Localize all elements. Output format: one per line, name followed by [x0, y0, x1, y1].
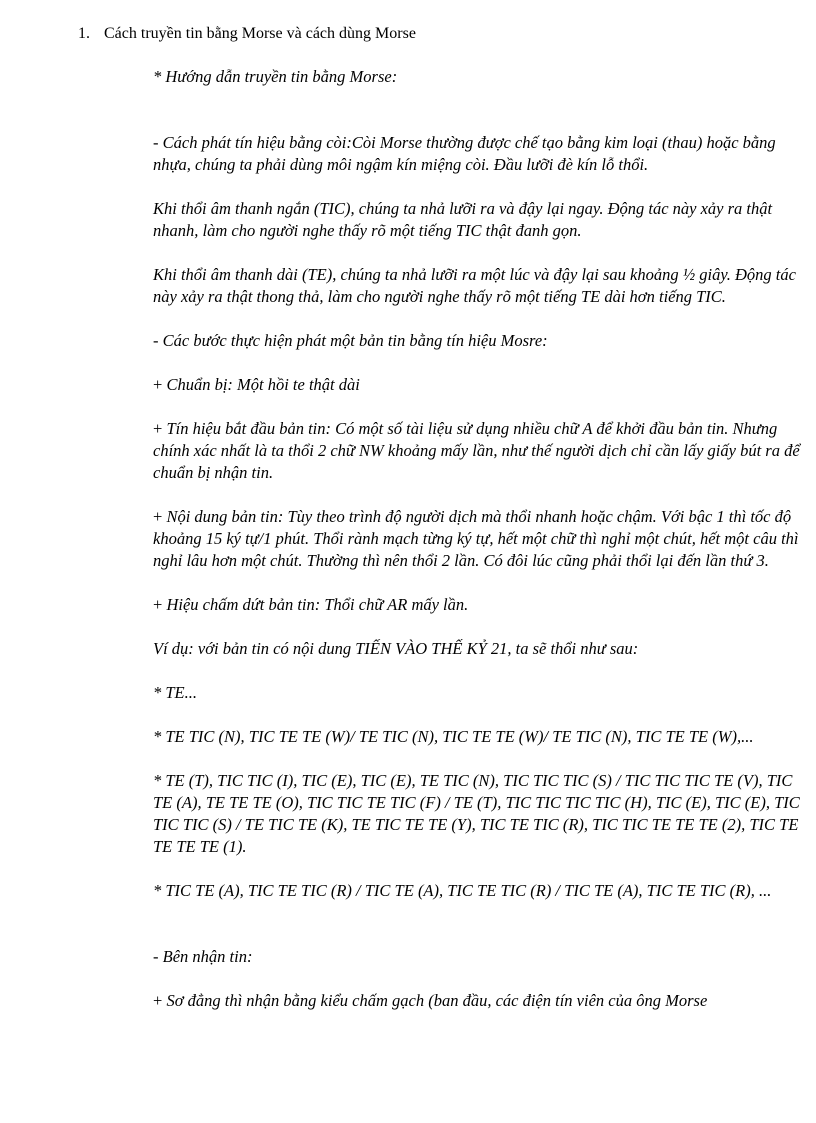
paragraph-whistle-method: - Cách phát tín hiệu bằng còi:Còi Morse thường được chế tạo bằng kim loại (thau) hoặc bằng nhựa, chúng ta phải dùng môi ngậm kín miệng còi. Đầu lưỡi đè kín lỗ thổi. [153, 133, 776, 174]
plus-marker: + [153, 595, 163, 614]
paragraph-start-signal: + Tín hiệu bắt đầu bản tin: Có một số tài liệu sử dụng nhiều chữ A để khởi đầu bản tin. Nhưng chính xác nhất là ta thổi 2 chữ NW khoảng mấy lần, như thế người dịch chỉ cần lấy giấy bút ra để chuẩn bị nhận tin. [153, 419, 800, 482]
paragraph-example-te: * TE... [153, 683, 198, 702]
paragraph-example: Ví dụ: với bản tin có nội dung TIẾN VÀO THẾ KỶ 21, ta sẽ thổi như sau: [153, 639, 639, 658]
paragraph-receiver: - Bên nhận tin: [153, 947, 253, 966]
plus-marker: + [153, 507, 163, 526]
paragraph-prepare: + Chuẩn bị: Một hồi te thật dài [153, 375, 360, 394]
document-body [153, 66, 801, 1012]
paragraph-example-ar: * TIC TE (A), TIC TE TIC (R) / TIC TE (A), TIC TE TIC (R) / TIC TE (A), TIC TE TIC (R), ... [153, 881, 772, 900]
paragraph-short-sound: Khi thổi âm thanh ngắn (TIC), chúng ta nhả lưỡi ra và đậy lại ngay. Động tác này xảy ra thật nhanh, làm cho người nghe thấy rõ một tiếng TIC thật đanh gọn. [153, 199, 773, 240]
paragraph-intro: * Hướng dẫn truyền tin bằng Morse: [153, 67, 398, 86]
plus-marker: + [153, 991, 163, 1010]
plus-marker: + [153, 419, 163, 438]
paragraph-content: + Nội dung bản tin: Tùy theo trình độ người dịch mà thổi nhanh hoặc chậm. Với bậc 1 thì tốc độ khoảng 15 ký tự/1 phút. Thổi rành mạch từng ký tự, hết một chữ thì nghỉ một chút, hết một câu thì nghỉ lâu hơn một chút. Thường thì nên thổi 2 lần. Có đôi lúc cũng phải thổi lại đến lần thứ 3. [153, 507, 799, 570]
section-heading [78, 24, 416, 44]
plus-marker: + [153, 375, 163, 394]
section-title: Cách truyền tin bằng Morse và cách dùng Morse [104, 25, 416, 42]
paragraph-end-signal: + Hiệu chấm dứt bản tin: Thổi chữ AR mấy lần. [153, 595, 469, 614]
section-number: 1. [78, 25, 90, 42]
paragraph-example-message: * TE (T), TIC TIC (I), TIC (E), TIC (E), TE TIC (N), TIC TIC TIC (S) / TIC TIC TIC TE (V), TIC TE (A), TE TE TE (O), TIC TIC TE TIC (F) / TE (T), TIC TIC TIC TIC (H), TIC (E), TIC (E), TIC TIC TIC (S) / TE TIC TE (K), TE TIC TE TE (Y), TIC TE TIC (R), TIC TIC TE TE TE (2), TIC TE TE TE TE (1). [153, 771, 800, 856]
paragraph-example-nw: * TE TIC (N), TIC TE TE (W)/ TE TIC (N), TIC TE TE (W)/ TE TIC (N), TIC TE TE (W),... [153, 727, 754, 746]
paragraph-receiver-method: + Sơ đẳng thì nhận bằng kiểu chấm gạch (ban đầu, các điện tín viên của ông Morse [153, 991, 708, 1010]
paragraph-long-sound: Khi thổi âm thanh dài (TE), chúng ta nhả lưỡi ra một lúc và đậy lại sau khoảng ½ giây. Động tác này xảy ra thật thong thả, làm cho người nghe thấy rõ một tiếng TE dài hơn tiếng TIC. [153, 265, 796, 306]
paragraph-steps: - Các bước thực hiện phát một bản tin bằng tín hiệu Mosre: [153, 331, 548, 350]
